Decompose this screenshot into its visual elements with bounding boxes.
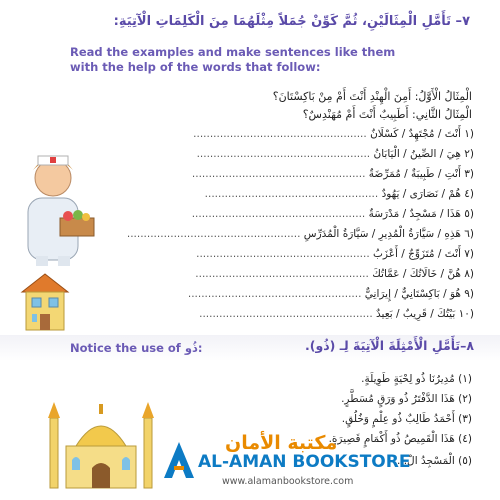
list-item — [54, 204, 474, 224]
item-number: (٢ — [464, 148, 474, 160]
exercise-7-heading: ٧– تَأَمَّلِ الْمِثَالَيْنِ، ثُمَّ كَوِّنْ جُمَلاً مِثْلَهُمَا مِنَ الْكَلِمَاتِ الْآتِيَةِ: — [113, 14, 470, 29]
answer-line: .................................................... — [196, 248, 370, 260]
list-item — [192, 370, 472, 388]
exercise-8-notice: Notice the use of ذُو: — [70, 341, 203, 355]
item-number: (٥) — [458, 455, 472, 467]
item-number: (٣) — [458, 413, 472, 425]
watermark-latin: AL-AMAN BOOKSTORE — [198, 452, 411, 472]
item-words: أَنْتَ / مُجْتَهِدٌ / كَسْلَانٌ — [370, 128, 461, 140]
list-item — [54, 144, 474, 164]
exercise-7-instruction: Read the examples and make sentences like them with the help of the words that follow: — [70, 45, 396, 74]
item-number: (٤ — [464, 188, 474, 200]
list-item — [54, 284, 474, 304]
answer-line: .................................................... — [204, 188, 379, 200]
item-sentence: هَذَا الْقَمِيصُ ذُو أَكْمَامٍ قَصِيرَةٍ. — [328, 433, 455, 445]
answer-line: .................................................... — [191, 168, 366, 180]
item-number: (١ — [464, 128, 474, 140]
item-sentence: أَحْمَدُ طَالِبٌ ذُو عِلْمٍ وَخُلُقٍ. — [341, 413, 455, 425]
list-item — [192, 390, 472, 408]
list-item — [54, 264, 474, 284]
watermark-url: www.alamanbookstore.com — [222, 476, 354, 487]
item-number: (٤) — [458, 433, 472, 445]
exercise-8-heading: ٨–تَأَمَّلِ الْأَمْثِلَةَ الْآتِيَةَ لِـ (ذُو). — [305, 338, 474, 353]
mosque-illustration — [36, 388, 166, 496]
answer-line: .................................................... — [187, 288, 362, 300]
item-number: (١٠ — [458, 308, 474, 320]
item-words: هُنَّ / خَالَاتُكَ / عَمَّاتُكَ — [372, 268, 461, 280]
item-words: هُمْ / نَصَارَى / يَهُودٌ — [381, 188, 461, 200]
item-number: (٩ — [464, 288, 474, 300]
list-item — [54, 224, 474, 244]
list-item — [192, 410, 472, 428]
watermark-arabic: مكتبة الأمان — [225, 432, 338, 454]
answer-line: .................................................... — [126, 228, 301, 240]
item-words: هِيَ / الصِّينُ / الْيَابَانُ — [373, 148, 461, 160]
item-words: هُوَ / بَاكِسْتَانِيٌّ / إِيرَانِيٌّ — [364, 288, 461, 300]
item-number: (٦ — [464, 228, 474, 240]
item-sentence: الْمَسْجِدُ الْ... — [397, 455, 455, 467]
item-words: بَيْتُكَ / قَرِيبٌ / بَعِيدٌ — [376, 308, 456, 320]
answer-line: .................................................... — [193, 128, 367, 140]
answer-line: .................................................... — [196, 148, 371, 160]
item-words: أَنْتَ / مُتَزَوِّجٌ / أَعْزَبُ — [373, 248, 461, 260]
item-number: (١) — [458, 373, 472, 385]
example-1: الْمِثَالُ الْأَوَّلُ: أَمِنَ الْهِنْدِ أَنْتَ أَمْ مِنْ بَاكِسْتَانَ؟ — [272, 90, 472, 103]
item-number: (٥ — [464, 208, 474, 220]
answer-line: .................................................... — [195, 268, 369, 280]
item-number: (٣ — [464, 168, 474, 180]
list-item — [54, 184, 474, 204]
item-number: (٢) — [458, 393, 472, 405]
answer-line: .................................................... — [199, 308, 373, 320]
list-item — [54, 244, 474, 264]
house-illustration — [18, 270, 72, 334]
item-number: (٧ — [464, 248, 474, 260]
item-sentence: هَذَا الدَّفْتَرُ ذُو وَرَقٍ مُسَطَّرٍ. — [341, 393, 455, 405]
nurse-illustration — [8, 148, 98, 268]
item-number: (٨ — [464, 268, 474, 280]
item-words: هَذَا / مَسْجِدٌ / مَدْرَسَةٌ — [368, 208, 461, 220]
list-item — [54, 164, 474, 184]
list-item — [54, 304, 474, 324]
item-sentence: مُدِيرُنَا ذُو لِحْيَةٍ طَوِيلَةٍ. — [361, 373, 455, 385]
item-words: هَذِهِ / سَيَّارَةُ الْمُدِيرِ / سَيَّارَةُ الْمُدَرِّسِ — [303, 228, 461, 240]
alaman-logo-icon — [160, 438, 198, 482]
list-item — [54, 124, 474, 144]
example-2: الْمِثَالُ الثَّانِي: أَطَبِيبٌ أَنْتَ أَمْ مُهَنْدِسٌ؟ — [302, 108, 472, 121]
item-words: أَنْتِ / طَبِيبَةٌ / مُمَرِّضَةٌ — [368, 168, 461, 180]
answer-line: .................................................... — [191, 208, 366, 220]
